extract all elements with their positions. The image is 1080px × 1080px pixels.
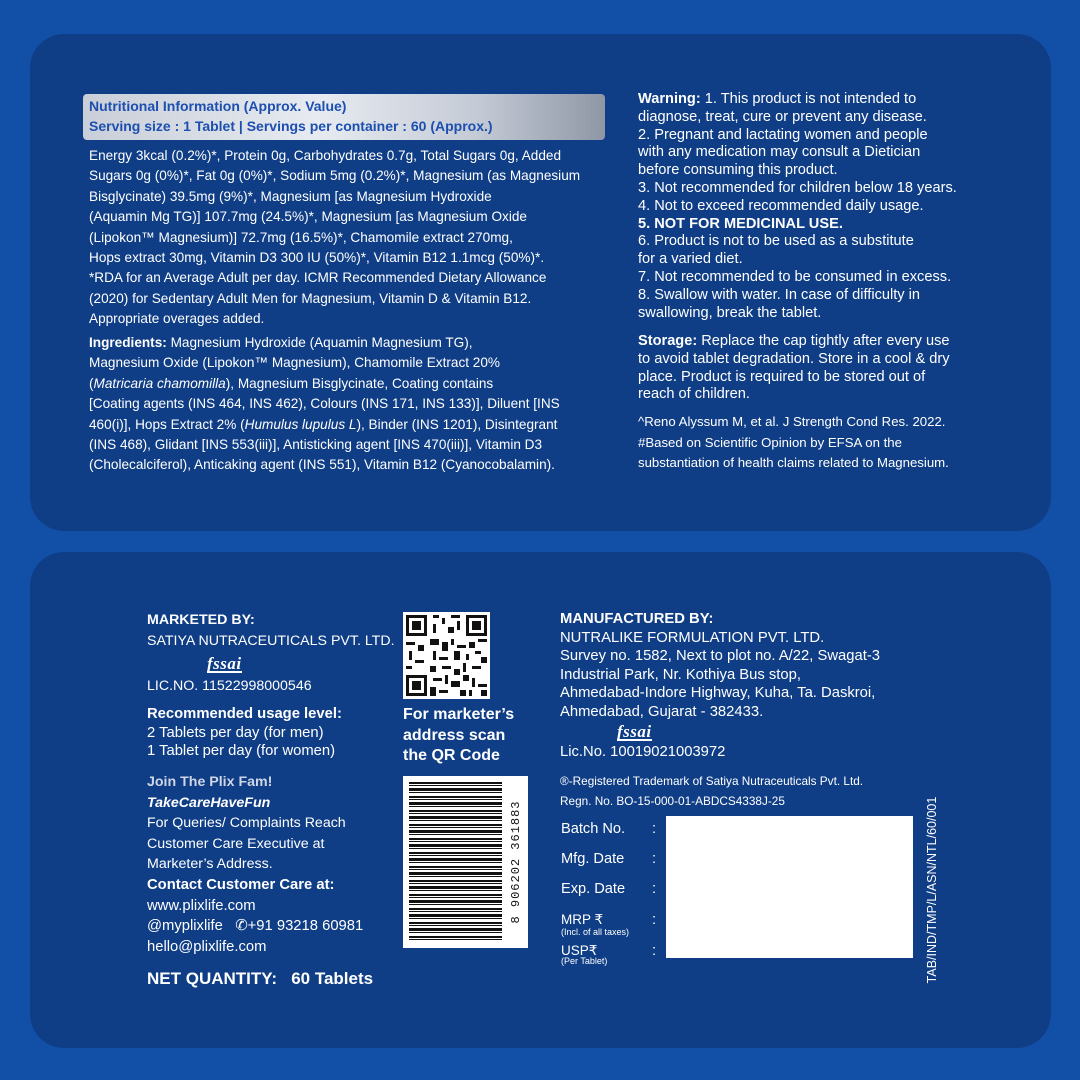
manufacturer-address: Survey no. 1582, Next to plot no. A/22, Swagat-3 <box>560 648 880 664</box>
mrp-note: (Incl. of all taxes) <box>561 927 630 937</box>
phone-icon: ✆ <box>235 918 248 934</box>
ingredients-botanical: Humulus lupulus L <box>244 416 357 432</box>
storage-line: place. Product is required to be stored out of <box>638 368 926 385</box>
storage-line: to avoid tablet degradation. Store in a cool & dry <box>638 350 950 367</box>
storage-line: Replace the cap tightly after every use <box>697 333 950 349</box>
marketed-label: MARKETED BY: <box>147 612 255 628</box>
fssai-logo <box>207 654 242 673</box>
barcode-number <box>506 782 526 942</box>
usage-women: 1 Tablet per day (for women) <box>147 743 336 759</box>
batch-no-label: Batch No. <box>561 821 626 837</box>
ingredients-text: ), Magnesium Bisglycinate, Coating contains <box>225 375 494 391</box>
nutrition-line: (Aquamin Mg TG)] 107.7mg (24.5%)*, Magnesium [as Magnesium Oxide <box>89 209 527 225</box>
colon: : <box>652 912 657 928</box>
marketer-name: SATIYA NUTRACEUTICALS PVT. LTD. <box>147 632 395 649</box>
nutrition-line: Energy 3kcal (0.2%)*, Protein 0g, Carbohydrates 0.7g, Total Sugars 0g, Added <box>89 148 562 163</box>
fssai-mark: fssai <box>617 722 652 741</box>
not-medicinal-warning: 5. NOT FOR MEDICINAL USE. <box>638 215 843 232</box>
trademark-note: ®-Registered Trademark of Satiya Nutraceuticals Pvt. Ltd. <box>560 774 864 788</box>
ingredients-line: (Cholecalciferol), Anticaking agent (INS 551), Vitamin B12 (Cyanocobalamin). <box>89 457 555 473</box>
warning-line: with any medication may consult a Dietician <box>638 144 921 161</box>
nutrition-line: Bisglycinate) 39.5mg (9%)*, Magnesium [as Magnesium Hydroxide <box>89 188 492 204</box>
qr-code-graphic <box>403 612 490 699</box>
exp-date-label: Exp. Date <box>561 881 626 897</box>
website-link[interactable]: www.plixlife.com <box>147 897 256 914</box>
manufacturer-license: Lic.No. 10019021003972 <box>560 744 726 760</box>
mrp-label: MRP ₹ <box>561 912 604 927</box>
ingredients-line: (INS 468), Glidant [INS 553(iii)], Antisticking agent [INS 470(iii)], Vitamin D3 <box>89 437 543 453</box>
qr-caption-line: address scan <box>403 726 506 744</box>
qr-caption-line: the QR Code <box>403 747 500 764</box>
ingredients-line: [Coating agents (INS 464, INS 462), Colours (INS 171, INS 133)], Diluent [INS <box>89 396 560 412</box>
net-quantity-value: 60 Tablets <box>291 969 374 988</box>
ingredients-text: ), Binder (INS 1201), Disintegrant <box>356 416 558 432</box>
qr-code[interactable] <box>403 612 490 699</box>
nutrition-line: Hops extract 30mg, Vitamin D3 300 IU (50%)*, Vitamin B12 1.1mcg (50%)*. <box>89 250 545 266</box>
plix-fam-section <box>147 772 346 875</box>
colon: : <box>652 943 657 959</box>
warning-line: 2. Pregnant and lactating women and people <box>638 126 928 143</box>
nutrition-title: Nutritional Information (Approx. Value) <box>89 98 347 114</box>
nutrition-line: Appropriate overages added. <box>89 311 265 327</box>
usp-note: (Per Tablet) <box>561 956 608 966</box>
manufacturer-address: Ahmedabad-Indore Highway, Kuha, Ta. Daskroi, <box>560 685 876 701</box>
tagline: TakeCareHaveFun <box>147 794 271 811</box>
batch-details-box <box>666 816 913 958</box>
warning-line: 8. Swallow with water. In case of difficulty in <box>638 286 921 303</box>
footnotes <box>638 412 949 474</box>
nutrition-line: (Lipokon™ Magnesium)] 72.7mg (16.5%)*, Chamomile extract 270mg, <box>89 229 513 245</box>
net-quantity-label: NET QUANTITY: <box>147 969 278 988</box>
usp-label: USP₹ <box>561 943 598 958</box>
warning-line: 4. Not to exceed recommended daily usage. <box>638 197 924 214</box>
phone-number[interactable]: +91 93218 60981 <box>247 918 364 934</box>
ingredients-text: 460(i)], Hops Extract 2% ( <box>89 416 245 432</box>
warning-label: Warning: <box>638 91 701 107</box>
warning-line: swallowing, break the tablet. <box>638 304 822 321</box>
storage-section <box>638 333 950 404</box>
footnote: substantiation of health claims related to Magnesium. <box>638 455 949 470</box>
ingredients-botanical: Matricaria chamomilla <box>93 375 226 391</box>
serving-size: Serving size : 1 Tablet | Servings per container : 60 (Approx.) <box>89 118 493 134</box>
warning-line: diagnose, treat, cure or prevent any disease. <box>638 108 927 125</box>
usage-men: 2 Tablets per day (for men) <box>147 724 324 741</box>
footnote: #Based on Scientific Opinion by EFSA on the <box>638 434 902 450</box>
warning-line: for a varied diet. <box>638 251 743 268</box>
qr-instructions <box>403 705 514 767</box>
warning-line: 3. Not recommended for children below 18 years. <box>638 179 957 196</box>
contact-label: Contact Customer Care at: <box>147 877 335 893</box>
footnote: ^Reno Alyssum M, et al. J Strength Cond Res. 2022. <box>638 414 946 429</box>
fssai-mark: fssai <box>207 654 242 673</box>
manufacturer-address: Industrial Park, Nr. Kothiya Bus stop, <box>560 666 801 683</box>
usage-section <box>147 705 342 761</box>
vertical-code <box>922 790 942 990</box>
warning-line: before consuming this product. <box>638 162 838 179</box>
ingredients-text: ( <box>89 375 94 391</box>
queries-line: For Queries/ Complaints Reach <box>147 815 346 831</box>
fssai-logo-manufacturer <box>617 722 652 741</box>
storage-label: Storage: <box>638 333 698 349</box>
ingredients <box>89 333 560 476</box>
queries-line: Customer Care Executive at <box>147 835 325 852</box>
warning-section <box>638 91 957 322</box>
nutrition-facts <box>89 146 580 330</box>
warning-line: 7. Not recommended to be consumed in excess. <box>638 268 952 285</box>
ingredients-line: Magnesium Hydroxide (Aquamin Magnesium TG), <box>166 335 473 350</box>
barcode <box>403 776 528 948</box>
mfg-date-label: Mfg. Date <box>561 851 625 867</box>
trademark-info <box>560 771 863 811</box>
manufactured-by <box>560 610 880 721</box>
manufactured-label: MANUFACTURED BY: <box>560 611 714 627</box>
marketed-by <box>147 610 395 651</box>
storage-line: reach of children. <box>638 386 750 403</box>
colon: : <box>652 821 657 837</box>
nutrition-line: Sugars 0g (0%)*, Fat 0g (0%)*, Sodium 5mg (0.2%)*, Magnesium (as Magnesium <box>89 168 581 184</box>
usage-label: Recommended usage level: <box>147 706 342 722</box>
ingredients-label: Ingredients: <box>89 335 167 350</box>
social-handle[interactable]: @myplixlife <box>147 918 223 934</box>
nutrition-line: *RDA for an Average Adult per day. ICMR Recommended Dietary Allowance <box>89 270 547 286</box>
warning-line: 6. Product is not to be used as a substitute <box>638 233 914 250</box>
ingredients-line: Magnesium Oxide (Lipokon™ Magnesium), Chamomile Extract 20% <box>89 355 500 371</box>
join-fam: Join The Plix Fam! <box>147 774 273 790</box>
barcode-bars <box>409 782 502 942</box>
manufacturer-name: NUTRALIKE FORMULATION PVT. LTD. <box>560 629 825 646</box>
nutrition-banner <box>83 94 605 140</box>
queries-line: Marketer’s Address. <box>147 856 273 872</box>
colon: : <box>652 851 657 867</box>
colon: : <box>652 881 657 897</box>
email-link[interactable]: hello@plixlife.com <box>147 938 267 955</box>
barcode-digits: 8 906202 361883 <box>509 800 523 924</box>
contact-section <box>147 875 363 957</box>
manufacturer-address: Ahmedabad, Gujarat - 382433. <box>560 703 764 720</box>
qr-caption-line: For marketer’s <box>403 706 515 723</box>
registration-number: Regn. No. BO-15-000-01-ABDCS4338J-25 <box>560 794 785 808</box>
marketer-license: LIC.NO. 11522998000546 <box>147 678 312 694</box>
vertical-code-text: TAB/IND/TMP/L/ASN/NTL/60/001 <box>925 796 939 984</box>
net-quantity <box>147 969 373 989</box>
warning-line: 1. This product is not intended to <box>700 91 917 107</box>
nutrition-line: (2020) for Sedentary Adult Men for Magnesium, Vitamin D & Vitamin B12. <box>89 290 532 306</box>
